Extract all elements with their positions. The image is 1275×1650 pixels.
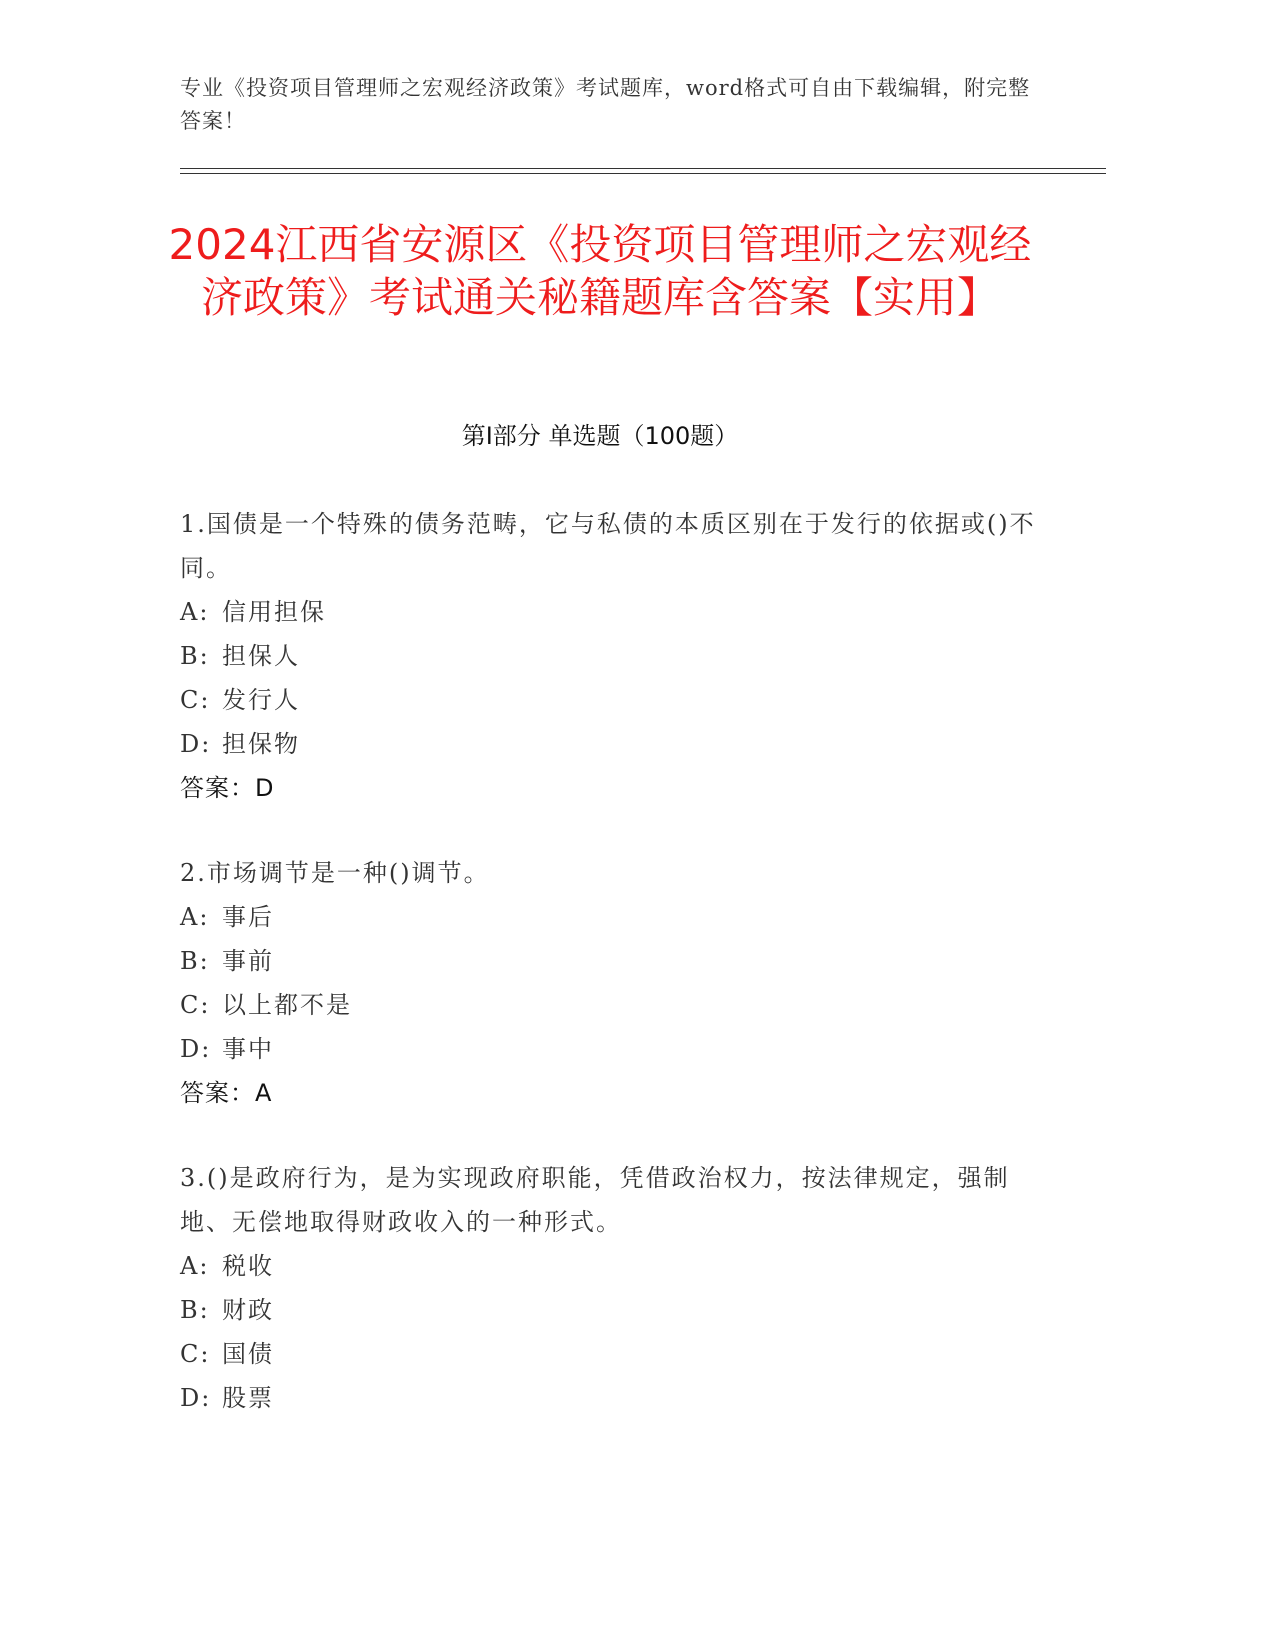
option-text: 以上都不是 [222,991,352,1019]
option-key: A: [180,903,210,931]
option-b [180,939,1040,983]
header-note: 专业《投资项目管理师之宏观经济政策》考试题库，word格式可自由下载编辑，附完整答案！ [180,76,1031,133]
option-text: 信用担保 [222,598,326,626]
option-key: D: [180,1384,212,1412]
option-text: 事后 [222,903,274,931]
document-title: 2024江西省安源区《投资项目管理师之宏观经济政策》考试通关秘籍题库含答案【实用】 [168,220,1032,322]
option-key: D: [180,1035,212,1063]
option-key: B: [180,947,210,975]
option-text: 财政 [222,1296,274,1324]
answer-line: 答案：A [180,1079,273,1107]
question-2 [180,851,1040,1115]
option-text: 担保人 [222,642,300,670]
option-a [180,590,1040,634]
option-c [180,678,1040,722]
section-heading: 第I部分 单选题（100题） [461,422,739,450]
option-text: 担保物 [222,730,300,758]
option-a [180,895,1040,939]
question-stem: 2.市场调节是一种()调节。 [180,859,490,887]
option-d [180,1376,1040,1420]
question-stem: 3.()是政府行为，是为实现政府职能，凭借政治权力，按法律规定，强制地、无偿地取得财政收入的一种形式。 [180,1164,1010,1236]
option-text: 国债 [222,1340,274,1368]
option-key: B: [180,642,210,670]
header-divider-top [180,168,1106,169]
option-c [180,1332,1040,1376]
header-divider-bottom [180,173,1106,174]
option-key: D: [180,730,212,758]
option-text: 股票 [222,1384,274,1412]
option-text: 发行人 [222,686,300,714]
option-text: 税收 [222,1252,274,1280]
option-key: C: [180,686,211,714]
option-d [180,722,1040,766]
option-key: A: [180,1252,210,1280]
option-b [180,1288,1040,1332]
option-c [180,983,1040,1027]
option-key: C: [180,1340,211,1368]
question-3 [180,1156,1040,1420]
option-b [180,634,1040,678]
option-text: 事前 [222,947,274,975]
option-a [180,1244,1040,1288]
question-1 [180,502,1040,810]
option-key: A: [180,598,210,626]
question-stem: 1.国债是一个特殊的债务范畴，它与私债的本质区别在于发行的依据或()不同。 [180,510,1036,582]
option-text: 事中 [222,1035,274,1063]
option-d [180,1027,1040,1071]
answer-line: 答案：D [180,774,275,802]
option-key: C: [180,991,211,1019]
option-key: B: [180,1296,210,1324]
